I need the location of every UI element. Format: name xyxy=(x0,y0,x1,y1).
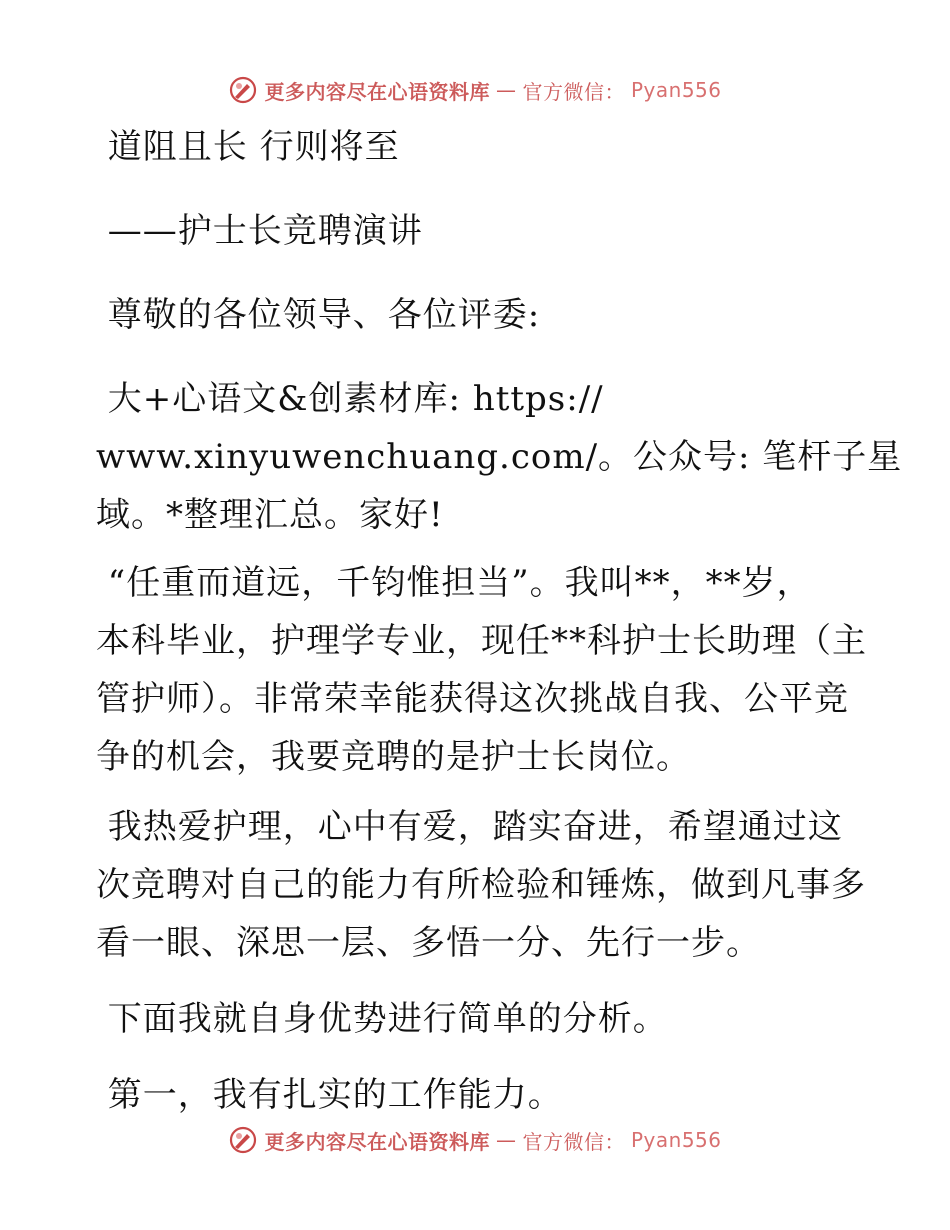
ad-line-3: 域。*整理汇总。家好! xyxy=(96,495,444,535)
ad-line-2: www.xinyuwenchuang.com/。公众号: 笔杆子星 xyxy=(96,437,903,477)
watermark-footer xyxy=(0,1120,950,1160)
watermark-wechat-id: Pyan556 xyxy=(630,1128,722,1152)
watermark-wechat-label: 官方微信： xyxy=(522,1129,625,1154)
watermark-wechat-id: Pyan556 xyxy=(630,78,722,102)
watermark-dash: — xyxy=(495,1128,517,1152)
pen-logo-icon xyxy=(228,75,258,105)
document-body xyxy=(96,118,903,1124)
paragraph-1-line-1: “任重而道远，千钧惟担当”。我叫**，**岁， xyxy=(96,563,812,603)
paragraph-3: 下面我就自身优势进行简单的分析。 xyxy=(96,999,668,1039)
pen-logo-icon xyxy=(228,1125,258,1155)
paragraph-1-line-2: 本科毕业，护理学专业，现任**科护士长助理（主 xyxy=(96,621,867,661)
paragraph-2-line-1: 我热爱护理，心中有爱，踏实奋进，希望通过这 xyxy=(96,807,843,847)
watermark-header xyxy=(0,70,950,110)
paragraph-1-line-4: 争的机会，我要竞聘的是护士长岗位。 xyxy=(96,737,691,777)
doc-subtitle: ——护士长竞聘演讲 xyxy=(96,211,423,251)
ad-line-1: 大+心语文&创素材库: https:// xyxy=(96,379,604,419)
paragraph-2-line-3: 看一眼、深思一层、多悟一分、先行一步。 xyxy=(96,923,761,963)
watermark-text: 更多内容尽在心语资料库 xyxy=(264,79,490,104)
paragraph-2-line-2: 次竞聘对自己的能力有所检验和锤炼，做到凡事多 xyxy=(96,865,866,905)
doc-title: 道阻且长 行则将至 xyxy=(96,127,400,167)
paragraph-4: 第一，我有扎实的工作能力。 xyxy=(96,1075,563,1115)
paragraph-1-line-3: 管护师）。非常荣幸能获得这次挑战自我、公平竞 xyxy=(96,679,849,719)
watermark-dash: — xyxy=(495,78,517,102)
doc-greeting: 尊敬的各位领导、各位评委: xyxy=(96,295,541,335)
watermark-wechat-label: 官方微信： xyxy=(522,79,625,104)
watermark-text: 更多内容尽在心语资料库 xyxy=(264,1129,490,1154)
